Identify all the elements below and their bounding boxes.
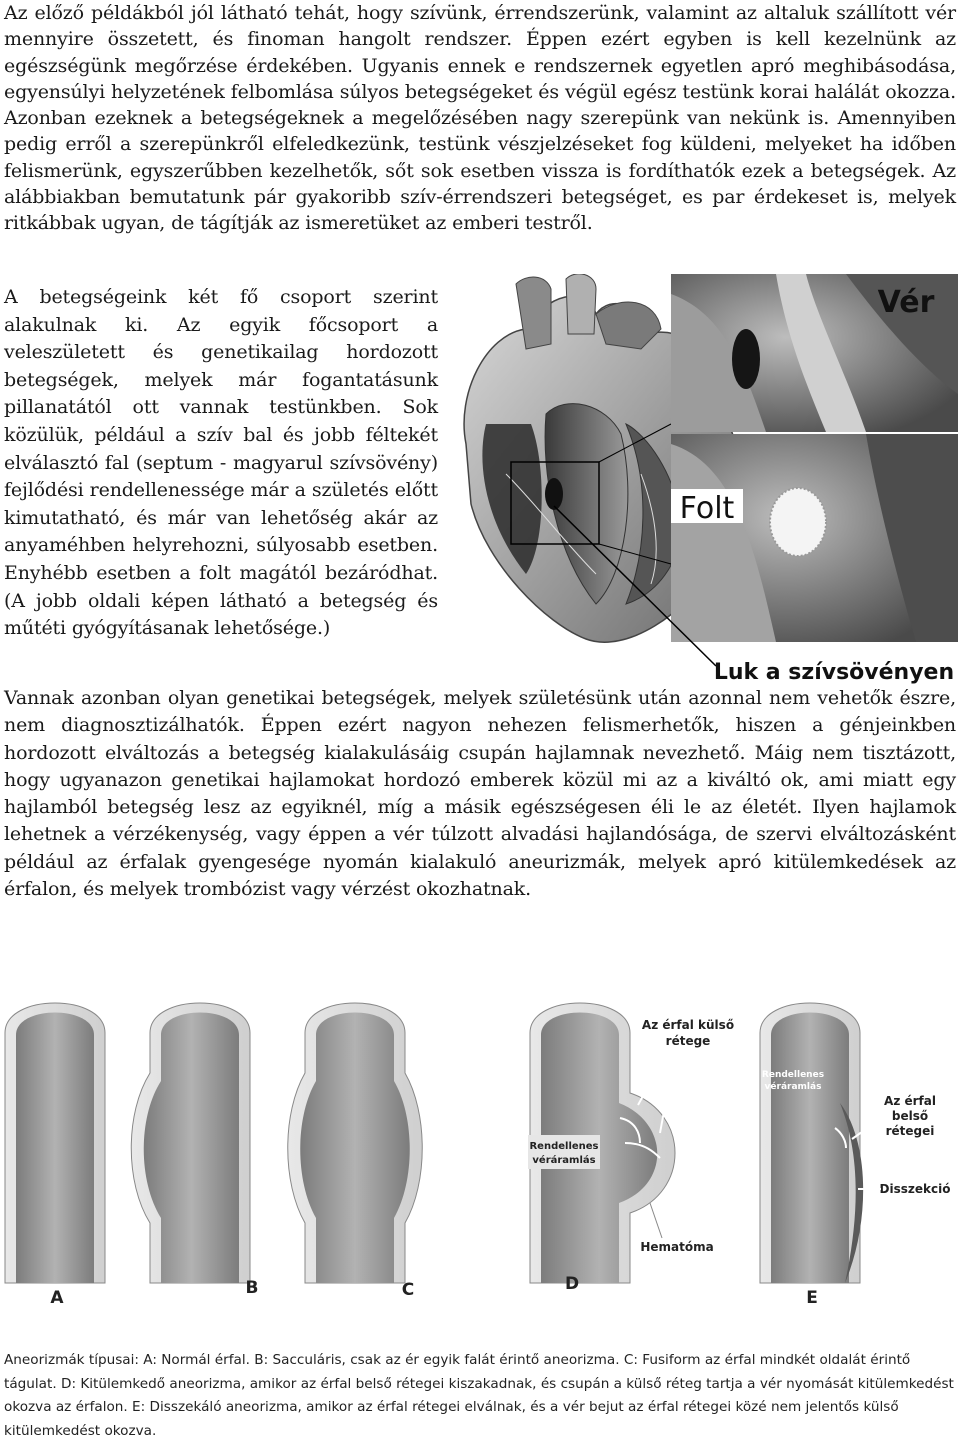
- panel-letter-a: A: [50, 1288, 64, 1308]
- vessel-c: [288, 1003, 423, 1283]
- genetic-predisposition-paragraph: Vannak azonban olyan genetikai betegségek, melyek születésünk után azonnal nem vehetők észre, nem diagnosztizálhatók. Éppen ezért nagyon nehezen felismerhetők, hiszen a génjeinkben hordozott elváltozás a betegség kialakulásáig csupán hajlamnak nevezhető. Máig nem tisztázott, hogy ugyanazon genetikai hajlamokat hordozó emberek közül mi az a kiváltó ok, ami miatt egy hajlamból betegség lesz az egyiknél, míg a másik egészségesen éli le az életét. Ilyen hajlamok lehetnek a vérzékenység, vagy éppen a vér túlzott alvadási hajlandósága, de szervi elváltozásként például az érfalak gyengesége nyomán kialakuló aneurizmák, melyek apró kitülemkedések az érfalon, és melyek trombózist vagy vérzést okozhatnak.: [4, 687, 956, 901]
- inner-layers-label-1: Az érfal: [884, 1094, 936, 1108]
- panel-letter-c: C: [401, 1280, 415, 1300]
- hematoma-label: Hematóma: [640, 1240, 714, 1254]
- inset-patch: [671, 434, 958, 642]
- inner-layers-label-3: rétegei: [885, 1124, 935, 1138]
- abnormal-flow-d-label-1: Rendellenes: [529, 1141, 599, 1152]
- patch-label: Folt: [679, 491, 735, 526]
- blood-label: Vér: [877, 285, 935, 320]
- intro-paragraph: Az előző példákból jól látható tehát, hogy szívünk, érrendszerünk, valamint az altaluk szállított vér mennyire összetett, és finoman hangolt rendszer. Éppen ezért egyben is kell kezelnünk az egészségünk megőrzése érdekében. Ugyanis ennek e rendszernek egyetlen apró meghibásodása, egyensúlyi helyzetének felbomlása súlyos betegségeket és végül egész testünk korai halálát okozza. Azonban ezeknek a betegségeknek a megelőzésében nagy szerepünk van nekünk is. Amennyiben pedig erről a szerepünkről elfeledkezünk, testünk vészjelzéseket fog küldeni, melyeket ha időben felismerünk, egyszerűbben kezelhetők, sőt sok esetben vissza is fordíthatók ezek a betegségek. Az alábbiakban bemutatunk pár gyakoribb szív-érrendszeri betegséget, es par érdekeset is, melyek ritkábbak ugyan, de tágítják az ismeretüket az emberi testről.: [4, 2, 956, 235]
- vessel-a: [5, 1003, 105, 1283]
- vessel-b: [131, 1003, 250, 1283]
- panel-letter-e: E: [806, 1288, 818, 1308]
- panel-letter-d: D: [564, 1274, 580, 1294]
- congenital-disease-paragraph: A betegségeink két fő csoport szerint alakulnak ki. Az egyik főcsoport a veleszületett és genetikailag hordozott betegségek, melyek már fogantatásunk pillanatától ott vannak testünkben. Sok közülük, például a szív bal és jobb féltekét elválasztó fal (septum - magyarul szívsövény) fejlődési rendellenessége már a születés előtt kimutatható, és már van lehetőség akár az anyaméhben helyrehozni, súlyosabb esetben. Enyhébb esetben a folt magától bezáródhat. (A jobb oldali képen látható a betegség és műtéti gyógyításanak lehetősége.): [4, 286, 438, 640]
- abnormal-flow-e-label-2: véráramlás: [764, 1082, 822, 1092]
- abnormal-flow-d-label-2: véráramlás: [532, 1155, 596, 1166]
- outer-layer-pointer: [638, 1051, 668, 1105]
- heart-septal-defect-figure: [446, 274, 958, 692]
- panel-letter-b: B: [245, 1278, 259, 1298]
- vessel-e: [760, 1003, 863, 1283]
- abnormal-flow-e-label-1: Rendellenes: [761, 1070, 825, 1080]
- hematoma-pointer: [650, 1203, 662, 1238]
- inset-blood-flow: [671, 274, 958, 432]
- figure-caption: Aneorizmák típusai: A: Normál érfal. B: Sacculáris, csak az ér egyik falát érintő aneorizma. C: Fusiform az érfal mindkét oldalát érintő tágulat. D: Kitülemkedő aneorizma, amikor az érfal belső rétegei kiszakadnak, és csupán a külső réteg tartja a vér nyomását kitülemkedést okozva az érfalon. E: Disszekáló aneorizma, amikor az érfal rétegei elválnak, és a vér bejut az érfal rétegei közé nem jelentős külső kitülemkedést okozva.: [4, 1352, 954, 1439]
- hole-label: Luk a szívsövényen: [713, 660, 955, 685]
- septum-patch: [770, 488, 826, 556]
- outer-layer-label-1: Az érfal külső: [641, 1018, 735, 1032]
- dissection-label: Disszekció: [879, 1182, 951, 1196]
- aneurysm-types-figure: [0, 993, 960, 1318]
- outer-layer-label-2: rétege: [665, 1034, 711, 1048]
- inner-layers-label-2: belső: [891, 1109, 929, 1123]
